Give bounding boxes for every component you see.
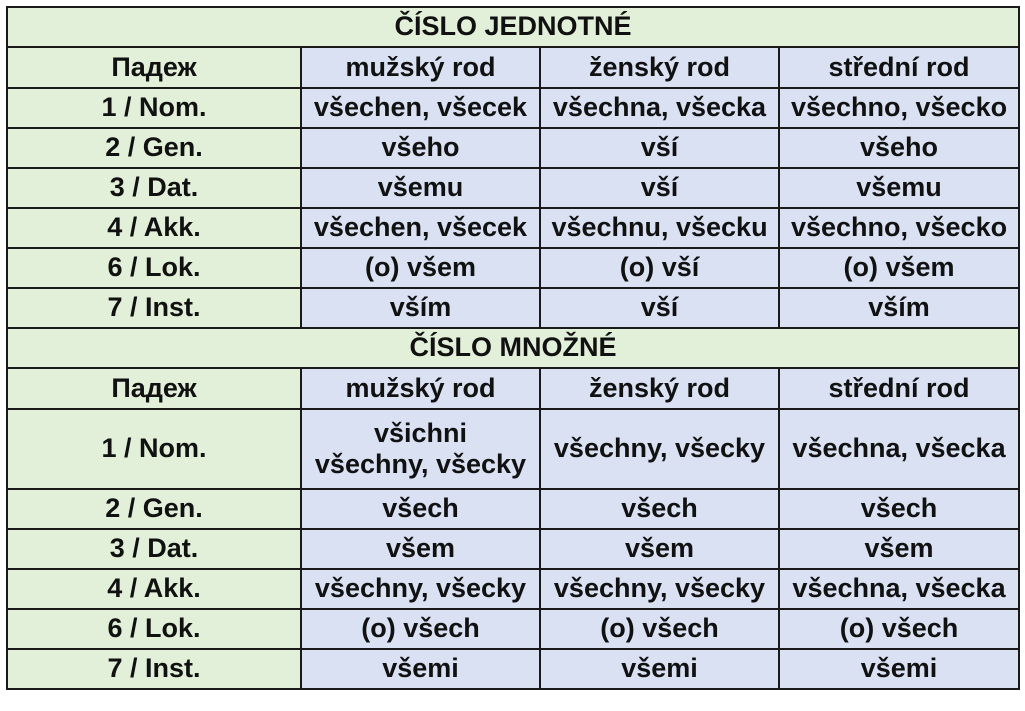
masculine-cell: všech <box>301 489 540 529</box>
header-row-singular <box>7 47 1019 88</box>
table-row <box>7 128 1019 168</box>
section-plural <box>7 328 1019 368</box>
masculine-cell <box>301 409 540 489</box>
masculine-cell: všeho <box>301 128 540 168</box>
feminine-cell: vší <box>540 128 779 168</box>
table-row <box>7 649 1019 689</box>
section-title-singular: ČÍSLO JEDNOTNÉ <box>7 7 1019 47</box>
neuter-cell: (o) všem <box>779 248 1019 288</box>
feminine-cell: (o) všech <box>540 609 779 649</box>
feminine-cell: všemi <box>540 649 779 689</box>
case-cell: 4 / Akk. <box>7 208 301 248</box>
case-cell: 2 / Gen. <box>7 489 301 529</box>
neuter-cell: všechna, všecka <box>779 569 1019 609</box>
header-neuter: střední rod <box>779 47 1019 88</box>
case-cell: 1 / Nom. <box>7 88 301 128</box>
masculine-cell: všechen, všecek <box>301 88 540 128</box>
case-cell: 7 / Inst. <box>7 649 301 689</box>
masculine-cell: (o) všem <box>301 248 540 288</box>
neuter-cell: všem <box>779 529 1019 569</box>
masculine-cell: všechny, všecky <box>301 569 540 609</box>
masculine-form-line: všechny, všecky <box>314 449 527 479</box>
case-cell: 3 / Dat. <box>7 529 301 569</box>
feminine-cell: všem <box>540 529 779 569</box>
neuter-cell: všechno, všecko <box>779 88 1019 128</box>
header-masculine: mužský rod <box>301 47 540 88</box>
masculine-cell: všemi <box>301 649 540 689</box>
masculine-form-line: všichni <box>373 417 468 448</box>
case-cell: 2 / Gen. <box>7 128 301 168</box>
table-row <box>7 409 1019 489</box>
feminine-cell: vší <box>540 288 779 328</box>
header-masculine: mužský rod <box>301 368 540 409</box>
neuter-cell: všemu <box>779 168 1019 208</box>
table-row <box>7 489 1019 529</box>
feminine-cell: všechny, všecky <box>540 569 779 609</box>
neuter-cell: všeho <box>779 128 1019 168</box>
neuter-cell: všechno, všecko <box>779 208 1019 248</box>
table-row <box>7 88 1019 128</box>
neuter-cell: (o) všech <box>779 609 1019 649</box>
feminine-cell: vší <box>540 168 779 208</box>
neuter-cell: vším <box>779 288 1019 328</box>
declension-table <box>6 6 1020 690</box>
header-case: Падеж <box>7 368 301 409</box>
feminine-cell: všech <box>540 489 779 529</box>
section-singular <box>7 7 1019 47</box>
header-row-plural <box>7 368 1019 409</box>
case-cell: 7 / Inst. <box>7 288 301 328</box>
header-feminine: ženský rod <box>540 368 779 409</box>
section-title-plural: ČÍSLO MNOŽNÉ <box>7 328 1019 368</box>
case-cell: 1 / Nom. <box>7 409 301 489</box>
case-cell: 6 / Lok. <box>7 609 301 649</box>
feminine-cell: všechna, všecka <box>540 88 779 128</box>
table-row <box>7 609 1019 649</box>
masculine-cell: vším <box>301 288 540 328</box>
table-row <box>7 208 1019 248</box>
masculine-cell: (o) všech <box>301 609 540 649</box>
masculine-cell: všem <box>301 529 540 569</box>
feminine-cell: všechny, všecky <box>540 409 779 489</box>
neuter-cell: všemi <box>779 649 1019 689</box>
feminine-cell: všechnu, všecku <box>540 208 779 248</box>
header-feminine: ženský rod <box>540 47 779 88</box>
table-row <box>7 529 1019 569</box>
table-row <box>7 288 1019 328</box>
neuter-cell: všechna, všecka <box>779 409 1019 489</box>
header-case: Падеж <box>7 47 301 88</box>
case-cell: 3 / Dat. <box>7 168 301 208</box>
feminine-cell: (o) vší <box>540 248 779 288</box>
table-row <box>7 248 1019 288</box>
case-cell: 6 / Lok. <box>7 248 301 288</box>
table-row <box>7 569 1019 609</box>
masculine-cell: všechen, všecek <box>301 208 540 248</box>
neuter-cell: všech <box>779 489 1019 529</box>
table-row <box>7 168 1019 208</box>
header-neuter: střední rod <box>779 368 1019 409</box>
case-cell: 4 / Akk. <box>7 569 301 609</box>
masculine-cell: všemu <box>301 168 540 208</box>
